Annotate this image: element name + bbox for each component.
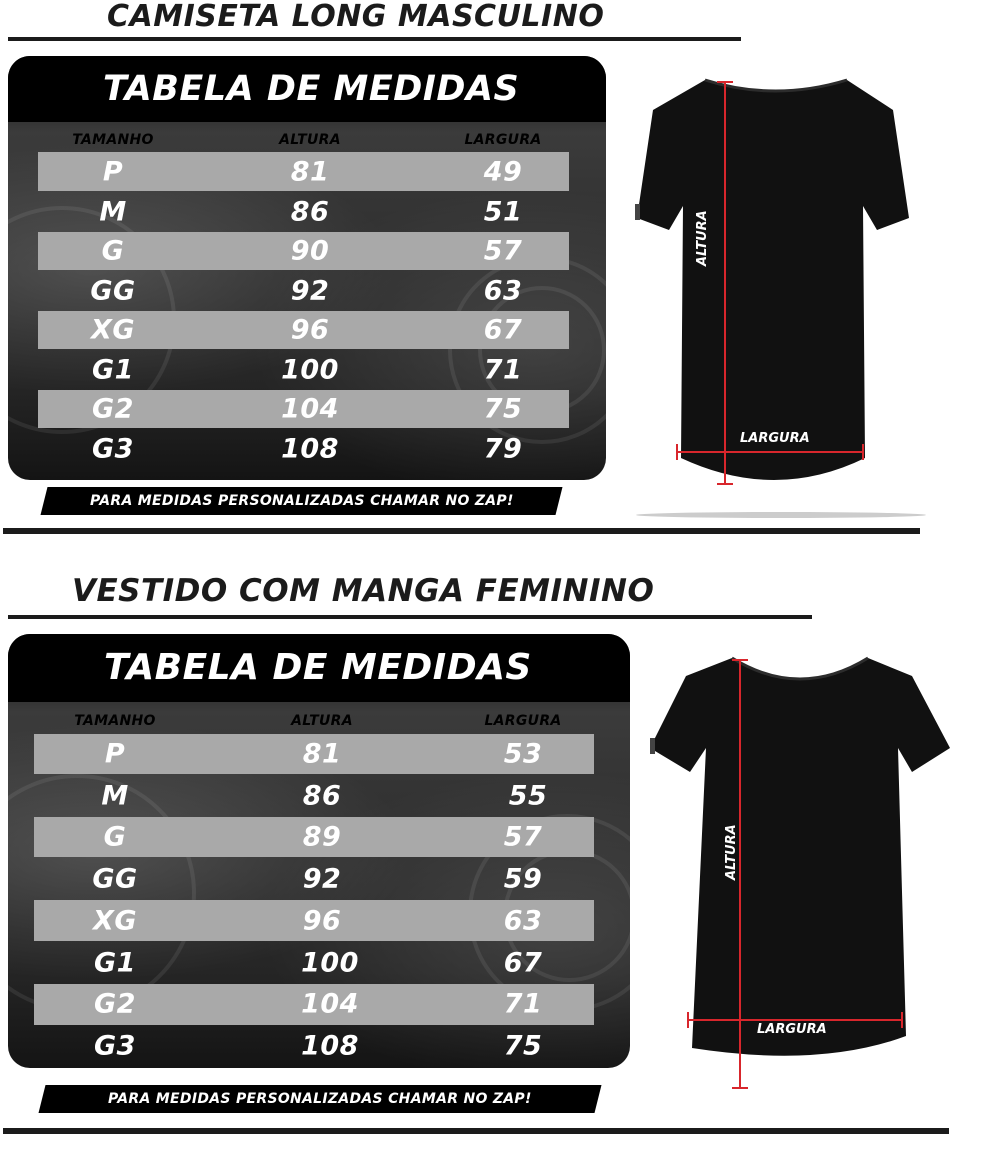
altura-label: ALTURA <box>724 824 739 880</box>
altura-cell: 81 <box>290 156 330 188</box>
size-cell: G1 <box>94 947 136 979</box>
col-header-largura: LARGURA <box>484 713 562 729</box>
table-header-bar <box>8 56 606 122</box>
col-header-altura: ALTURA <box>291 713 353 729</box>
altura-cell: 100 <box>301 947 359 979</box>
largura-cell: 51 <box>483 196 523 228</box>
section-divider <box>3 1128 949 1134</box>
largura-cell: 63 <box>483 275 523 307</box>
largura-cell: 53 <box>503 738 543 770</box>
custom-measures-text: PARA MEDIDAS PERSONALIZADAS CHAMAR NO ZAP! <box>108 1091 532 1107</box>
size-cell: P <box>104 738 126 770</box>
col-header-altura: ALTURA <box>279 132 341 148</box>
custom-measures-note <box>41 487 563 515</box>
largura-cell: 71 <box>483 354 523 386</box>
largura-label: LARGURA <box>740 431 810 446</box>
heading-underline <box>8 37 741 41</box>
altura-cell: 86 <box>302 780 342 812</box>
largura-cell: 75 <box>483 393 523 425</box>
size-cell: P <box>102 156 124 188</box>
table-title: TABELA DE MEDIDAS <box>103 69 520 109</box>
size-cell: G2 <box>94 988 136 1020</box>
altura-cell: 86 <box>290 196 330 228</box>
largura-cell: 49 <box>483 156 523 188</box>
altura-cell: 81 <box>302 738 342 770</box>
size-cell: G3 <box>94 1030 136 1062</box>
altura-cell: 108 <box>281 433 339 465</box>
custom-measures-text: PARA MEDIDAS PERSONALIZADAS CHAMAR NO ZAP! <box>89 493 514 509</box>
size-cell: XG <box>91 314 135 346</box>
col-header-largura: LARGURA <box>464 132 542 148</box>
custom-measures-note <box>39 1085 602 1113</box>
largura-cell: 55 <box>508 780 548 812</box>
size-cell: G <box>101 235 125 267</box>
altura-cell: 104 <box>281 393 339 425</box>
largura-cell: 67 <box>503 947 543 979</box>
table-header-bar <box>8 634 630 702</box>
largura-cell: 71 <box>503 988 543 1020</box>
heading-underline <box>8 615 812 619</box>
altura-cell: 92 <box>290 275 330 307</box>
size-cell: M <box>99 196 127 228</box>
garment-shadow <box>636 512 926 518</box>
altura-cell: 100 <box>281 354 339 386</box>
largura-cell: 57 <box>483 235 523 267</box>
largura-cell: 57 <box>503 821 543 853</box>
section-divider <box>3 528 920 534</box>
altura-cell: 92 <box>302 863 342 895</box>
col-header-tamanho: TAMANHO <box>72 132 154 148</box>
largura-cell: 67 <box>483 314 523 346</box>
size-cell: G1 <box>92 354 134 386</box>
col-header-tamanho: TAMANHO <box>74 713 156 729</box>
size-cell: G3 <box>92 433 134 465</box>
altura-cell: 89 <box>302 821 342 853</box>
size-cell: G <box>103 821 127 853</box>
long-tshirt-illustration <box>625 70 925 520</box>
altura-cell: 90 <box>290 235 330 267</box>
size-cell: XG <box>93 905 137 937</box>
size-table-panel-vestido <box>8 634 630 1068</box>
largura-label: LARGURA <box>757 1022 827 1037</box>
size-cell: G2 <box>92 393 134 425</box>
altura-cell: 96 <box>302 905 342 937</box>
size-cell: M <box>101 780 129 812</box>
altura-cell: 104 <box>301 988 359 1020</box>
section-heading-camiseta: CAMISETA LONG MASCULINO <box>107 0 605 34</box>
size-cell: GG <box>92 863 138 895</box>
size-table-panel-camiseta <box>8 56 606 480</box>
largura-cell: 63 <box>503 905 543 937</box>
altura-cell: 108 <box>301 1030 359 1062</box>
largura-cell: 59 <box>503 863 543 895</box>
largura-cell: 75 <box>503 1030 543 1062</box>
altura-cell: 96 <box>290 314 330 346</box>
section-heading-vestido: VESTIDO COM MANGA FEMININO <box>72 573 655 609</box>
dress-illustration <box>640 648 960 1098</box>
largura-cell: 79 <box>483 433 523 465</box>
size-cell: GG <box>90 275 136 307</box>
table-title: TABELA DE MEDIDAS <box>104 647 532 688</box>
altura-label: ALTURA <box>695 210 710 266</box>
